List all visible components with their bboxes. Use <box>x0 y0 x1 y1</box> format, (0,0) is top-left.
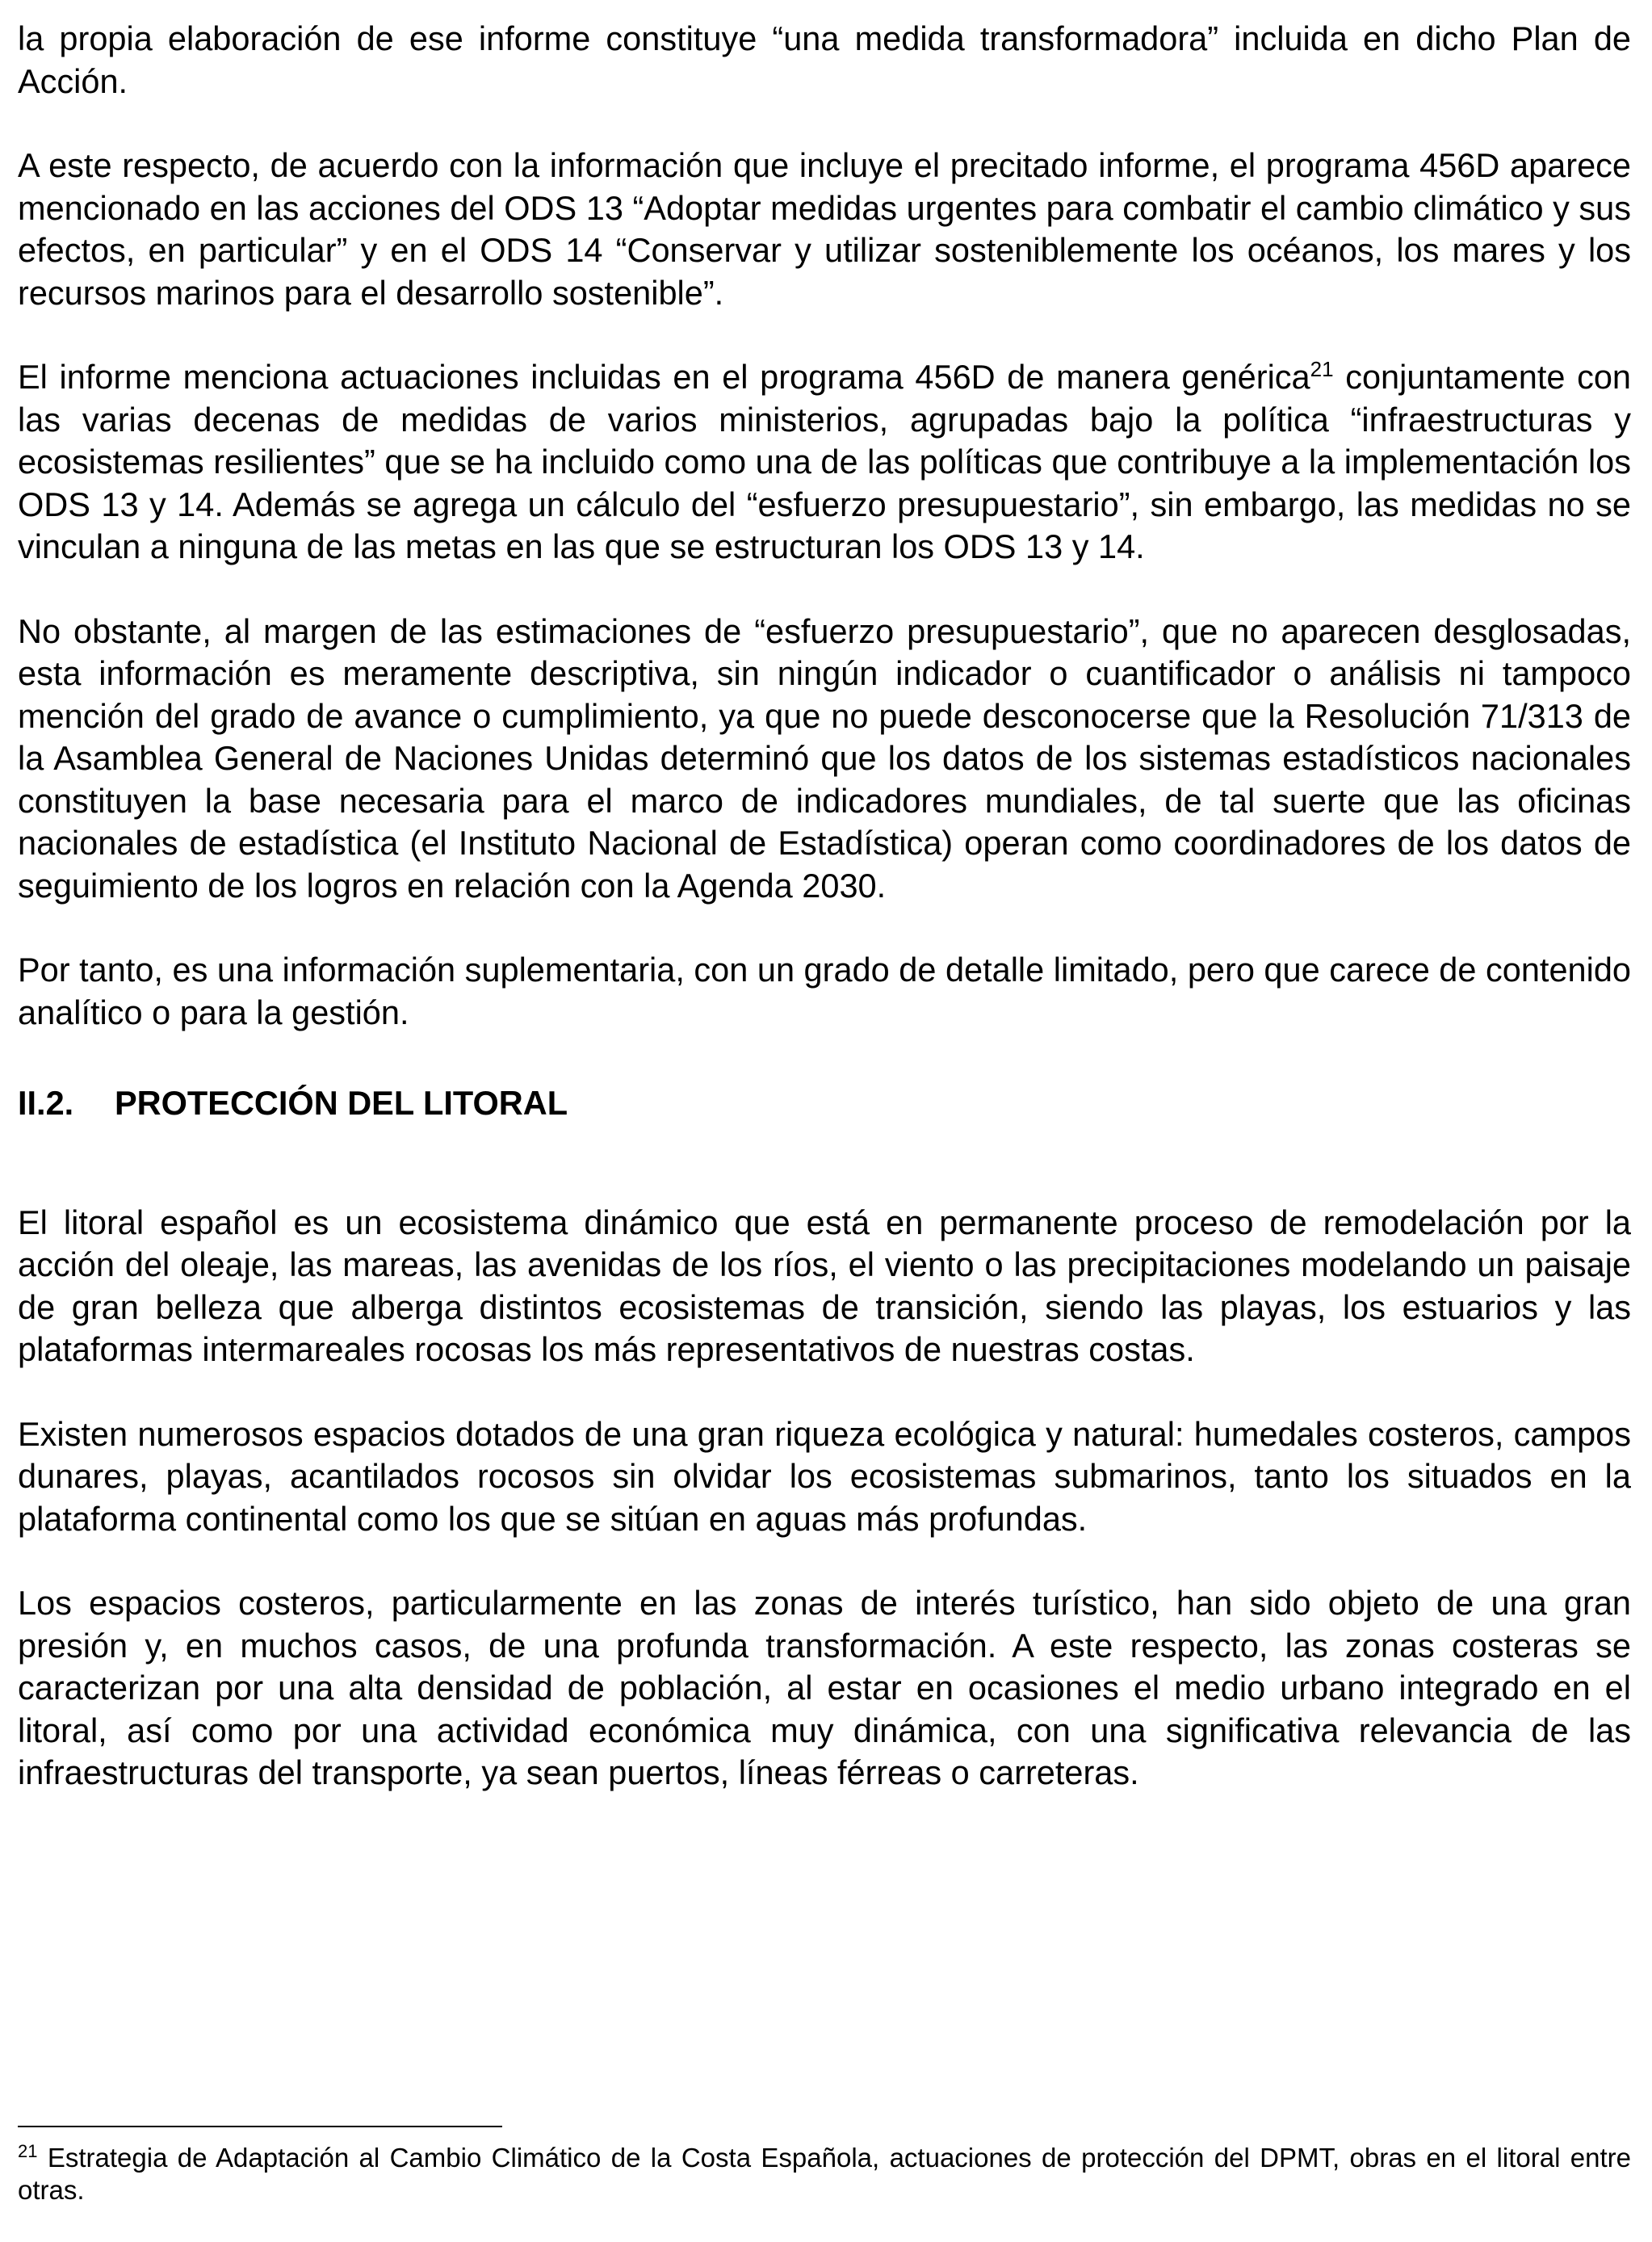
paragraph-ods-13-14: A este respecto, de acuerdo con la información que incluye el precitado informe, el programa 456D aparece mencionado en las acciones del ODS 13 “Adoptar medidas urgentes para combatir el cambio climático y sus efectos, en particular” y en el ODS 14 “Conservar y utilizar sosteniblemente los océanos, los mares y los recursos marinos para el desarrollo sostenible”. <box>18 146 1631 312</box>
footnote-number: 21 <box>18 2141 38 2161</box>
paragraph-litoral-ecosistema: El litoral español es un ecosistema dinámico que está en permanente proceso de remodelación por la acción del oleaje, las mareas, las avenidas de los ríos, el viento o las precipitaciones modelando un paisaje de gran belleza que alberga distintos ecosistemas de transición, siendo las playas, los estuarios y las plataformas intermareales rocosas los más representativos de nuestras costas. <box>18 1203 1631 1368</box>
paragraph-esfuerzo-presupuestario: No obstante, al margen de las estimaciones de “esfuerzo presupuestario”, que no aparecen desglosadas, esta información es meramente descriptiva, sin ningún indicador o cuantificador o análisis ni tampoco mención del grado de avance o cumplimiento, ya que no puede desconocerse que la Resolución 71/313 de la Asamblea General de Naciones Unidas determinó que los datos de los sistemas estadísticos nacionales constituyen la base necesaria para el marco de indicadores mundiales, de tal suerte que las oficinas nacionales de estadística (el Instituto Nacional de Estadística) operan como coordinadores de los datos de seguimiento de los logros en relación con la Agenda 2030. <box>18 611 1631 905</box>
section-heading <box>18 1082 1631 1125</box>
section-title: PROTECCIÓN DEL LITORAL <box>115 1084 568 1122</box>
footnote-separator <box>18 2126 502 2127</box>
paragraph-plan-accion: la propia elaboración de ese informe constituye “una medida transformadora” incluida en dicho Plan de Acción. <box>18 19 1631 100</box>
document-body <box>18 18 1631 1837</box>
paragraph-informe-actuaciones <box>18 356 1631 569</box>
footnote <box>18 2142 1631 2206</box>
footnote-text: Estrategia de Adaptación al Cambio Climático de la Costa Española, actuaciones de protección del DPMT, obras en el litoral entre otras. <box>18 2143 1631 2205</box>
section-number: II.2. <box>18 1084 74 1122</box>
paragraph-text-after-ref: conjuntamente con las varias decenas de medidas de varios ministerios, agrupadas bajo la política “infraestructuras y ecosistemas resilientes” que se ha incluido como una de las políticas que contribuye a la implementación los ODS 13 y 14. Además se agrega un cálculo del “esfuerzo presupuestario”, sin embargo, las medidas no se vinculan a ninguna de las metas en las que se estructuran los ODS 13 y 14. <box>18 358 1631 565</box>
footnote-reference: 21 <box>1310 357 1334 382</box>
paragraph-espacios-costeros: Los espacios costeros, particularmente en las zonas de interés turístico, han sido objeto de una gran presión y, en muchos casos, de una profunda transformación. A este respecto, las zonas costeras se caracterizan por una alta densidad de población, al estar en ocasiones el medio urbano integrado en el litoral, así como por una actividad económica muy dinámica, con una significativa relevancia de las infraestructuras del transporte, ya sean puertos, líneas férreas o carreteras. <box>18 1584 1631 1791</box>
paragraph-informacion-suplementaria: Por tanto, es una información suplementaria, con un grado de detalle limitado, pero que carece de contenido analítico o para la gestión. <box>18 951 1631 1031</box>
paragraph-espacios-riqueza: Existen numerosos espacios dotados de una gran riqueza ecológica y natural: humedales costeros, campos dunares, playas, acantilados rocosos sin olvidar los ecosistemas submarinos, tanto los situados en la plataforma continental como los que se sitúan en aguas más profundas. <box>18 1414 1631 1538</box>
paragraph-text-before-ref: El informe menciona actuaciones incluidas en el programa 456D de manera genérica <box>18 358 1310 396</box>
